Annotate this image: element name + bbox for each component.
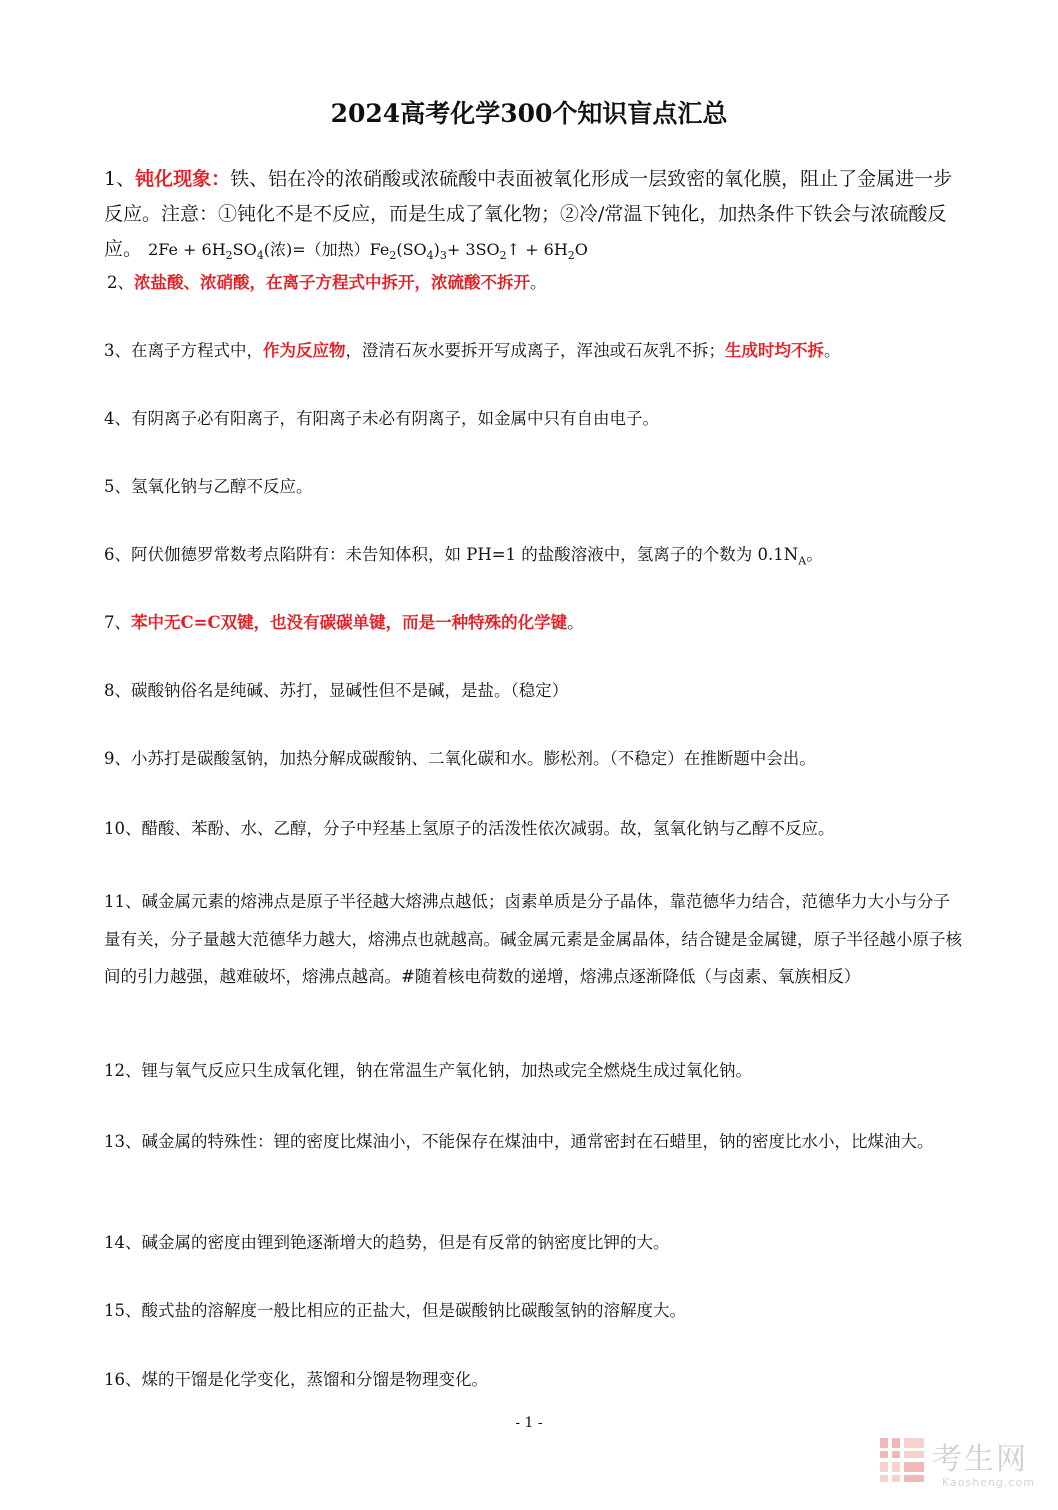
item-text-highlight: 苯中无C=C双键，也没有碳碳单键，而是一种特殊的化学键 (131, 613, 568, 632)
item-text: 铁、铝在冷的浓硝酸或浓硫酸中表面被氧化形成一层致密的氧化膜，阻止了金属进一步反应。注意：①钝化不是不反应，而是生成了氧化物；②冷/常温下钝化，加热条件下铁会与浓硫酸反应。 (104, 168, 953, 260)
page-number: - 1 - (515, 1415, 543, 1431)
item-4: 4、有阴离子必有阳离子，有阳离子未必有阴离子，如金属中只有自由电子。 (104, 409, 659, 428)
chemical-equation: $2Fe + 6H_2SO_4$(浓)=（加热）$Fe_2(SO_4)_3+$ $3SO_2↑ + 6H_2O$ (148, 240, 588, 263)
watermark-url: Kaosheng.com (942, 1476, 1035, 1489)
item-12: 12、锂与氧气反应只生成氧化锂，钠在常温生产氧化钠，加热或完全燃烧生成过氧化钠。 (104, 1061, 752, 1080)
item-2: 2、浓盐酸、浓硝酸，在离子方程式中拆开，浓硫酸不拆开。 (107, 273, 547, 292)
highlight-reactant: 作为反应物 (263, 341, 346, 360)
item-6: 6、阿伏伽德罗常数考点陷阱有：未告知体积，如 PH=1 的盐酸溶液中，氢离子的个数为 $0.1N_A$。 (104, 545, 823, 568)
item-text-highlight: 浓盐酸、浓硝酸，在离子方程式中拆开，浓硫酸不拆开 (134, 273, 530, 292)
item-14: 14、碱金属的密度由锂到铯逐渐增大的趋势，但是有反常的钠密度比钾的大。 (104, 1233, 670, 1252)
item-number: 2、 (107, 273, 134, 292)
highlight-product: 生成时均不拆 (725, 341, 824, 360)
item-13: 13、碱金属的特殊性：锂的密度比煤油小，不能保存在煤油中，通常密封在石蜡里，钠的密度比水小，比煤油大。 (104, 1132, 934, 1151)
page-title: 2024高考化学300个知识盲点汇总 (330, 99, 728, 128)
item-number: 1、 (104, 168, 136, 190)
item-1 (104, 162, 962, 267)
item-7: 7、苯中无C=C双键，也没有碳碳单键，而是一种特殊的化学键。 (104, 613, 584, 632)
item-8: 8、碳酸钠俗名是纯碱、苏打，显碱性但不是碱，是盐。（稳定） (104, 681, 569, 700)
item-3: 3、在离子方程式中，作为反应物，澄清石灰水要拆开写成离子，浑浊或石灰乳不拆；生成时均不拆。 (104, 341, 841, 360)
item-11: 11、碱金属元素的熔沸点是原子半径越大熔沸点越低；卤素单质是分子晶体，靠范德华力结合，范德华力大小与分子量有关，分子量越大范德华力越大，熔沸点也就越高。碱金属元素是金属晶体，结合键是金属键，原子半径越小原子核间的引力越强，越难破坏，熔沸点越高。#随着核电荷数的递增，熔沸点逐渐降低（与卤素、氧族相反） (104, 892, 962, 986)
item-16: 16、煤的干馏是化学变化，蒸馏和分馏是物理变化。 (104, 1370, 488, 1389)
item-15: 15、酸式盐的溶解度一般比相应的正盐大，但是碳酸钠比碳酸氢钠的溶解度大。 (104, 1301, 686, 1320)
item-9: 9、小苏打是碳酸氢钠，加热分解成碳酸钠、二氧化碳和水。膨松剂。（不稳定）在推断题中会出。 (104, 749, 816, 768)
kaosheng-logo-icon (878, 1434, 928, 1494)
watermark-text: 考生网 (932, 1442, 1028, 1477)
term-highlight: 钝化现象： (135, 168, 231, 190)
item-5: 5、氢氧化钠与乙醇不反应。 (104, 477, 313, 496)
watermark (872, 1432, 1052, 1496)
item-10: 10、醋酸、苯酚、水、乙醇，分子中羟基上氢原子的活泼性依次减弱。故，氢氧化钠与乙醇不反应。 (104, 819, 835, 838)
